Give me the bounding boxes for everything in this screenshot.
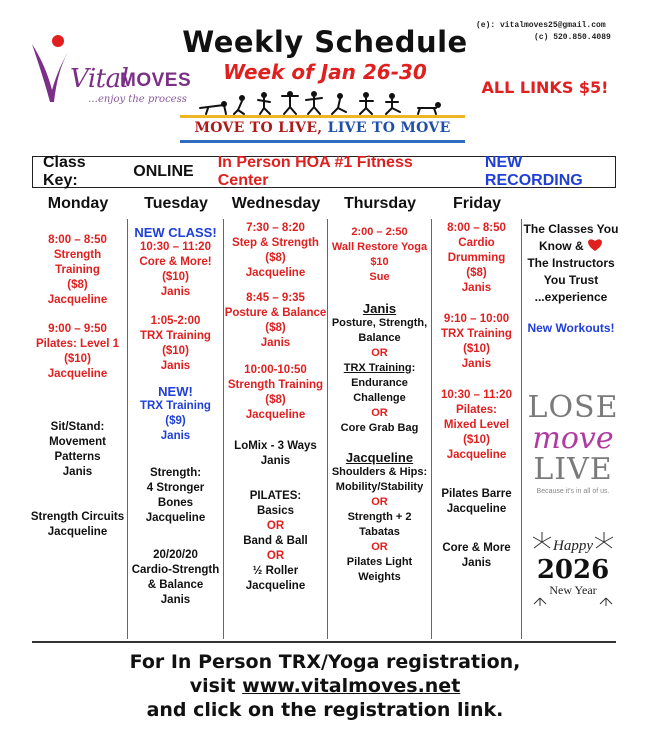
class-entry [328, 225, 431, 285]
day-header-tuesday: Tuesday [144, 195, 208, 212]
slogan-part2: LIVE TO MOVE [327, 120, 451, 136]
vitalmoves-logo [28, 30, 193, 110]
class-instructor: Janis [160, 430, 191, 442]
class-name: 20/20/20 [153, 549, 198, 561]
class-price: ($10) [463, 343, 490, 355]
or-separator: OR [371, 496, 388, 508]
class-name: Shoulders & Hips: [331, 466, 428, 478]
class-name: Pilates: [456, 404, 497, 416]
class-name: Drumming [447, 252, 506, 264]
new-badge: NEW! [158, 384, 193, 399]
class-entry [28, 322, 127, 382]
class-name: Core & More [442, 542, 511, 554]
class-price: $10 [370, 256, 389, 268]
or-separator: OR [266, 520, 285, 532]
class-name: Patterns [54, 451, 101, 463]
class-instructor: Janis [461, 557, 492, 569]
class-name: LoMix - 3 Ways [234, 440, 317, 452]
class-name: TRX Training [140, 330, 211, 342]
sidebar-line: The Instructors [527, 256, 615, 270]
banner-slogan [180, 120, 465, 136]
class-instructor: Jacqueline [47, 294, 108, 306]
class-price: ($10) [162, 271, 189, 283]
sidebar-line: ...experience [534, 290, 608, 304]
logo-brand-moves: MOVES [120, 70, 192, 91]
sidebar-line: You Trust [543, 273, 599, 287]
class-time: 1:05-2:00 [150, 315, 201, 327]
class-name: 4 Stronger Bones [146, 482, 205, 509]
move-to-live-banner [180, 88, 465, 150]
class-price: ($10) [463, 434, 490, 446]
schedule-bottom-divider [32, 641, 616, 643]
class-entry [432, 541, 521, 571]
class-name: Mixed Level [443, 419, 510, 431]
class-key-in-person: In Person HOA #1 Fitness Center [217, 154, 413, 189]
class-name: Movement [49, 436, 106, 448]
class-time: 8:00 – 8:50 [447, 222, 506, 234]
lml-move: move [532, 421, 614, 456]
class-name: ½ Roller [252, 565, 299, 577]
class-name: TRX Training [441, 328, 512, 340]
class-entry [224, 363, 327, 423]
class-name: Strength Training [227, 379, 324, 391]
class-name: Balance [358, 332, 401, 344]
class-name: Tabatas [359, 526, 400, 538]
class-key-new-recording: NEW RECORDING [484, 154, 583, 189]
monday-column [28, 219, 127, 637]
sidebar-line: The Classes You [523, 222, 619, 236]
wednesday-column [224, 219, 327, 637]
class-entry [224, 291, 327, 351]
class-time: 8:45 – 9:35 [246, 292, 305, 304]
class-entry [224, 489, 327, 594]
class-entry [128, 466, 223, 526]
class-entry [432, 312, 521, 372]
class-instructor: Jacqueline [47, 368, 108, 380]
class-entry [128, 548, 223, 608]
thursday-column [328, 219, 431, 637]
day-header-friday: Friday [452, 195, 501, 212]
footer-line1: For In Person TRX/Yoga registration, [129, 651, 521, 673]
ny-year: 2026 [536, 555, 610, 585]
class-name: Strength Circuits [30, 511, 125, 523]
class-name: Challenge [353, 392, 406, 404]
day-header-thursday: Thursday [343, 195, 416, 212]
class-instructor: Jacqueline [245, 580, 306, 592]
class-price: ($10) [64, 353, 91, 365]
class-entry [128, 384, 223, 444]
lml-lose: LOSE [527, 390, 619, 425]
tuesday-column [128, 219, 223, 637]
class-instructor: Sue [369, 271, 390, 283]
day-header-wednesday: Wednesday [231, 195, 321, 212]
class-entry [224, 221, 327, 281]
class-entry [28, 233, 127, 308]
class-name: Pilates: Level 1 [35, 338, 120, 350]
or-separator: OR [371, 407, 388, 419]
class-name: Band & Ball [243, 535, 308, 547]
class-time: 10:30 – 11:20 [441, 389, 512, 401]
class-name: Strength + 2 [347, 511, 412, 523]
new-workouts-label: New Workouts! [527, 321, 615, 335]
class-name: Strength [53, 249, 102, 261]
slogan-part1: MOVE TO LIVE, [194, 120, 323, 136]
class-name: & Balance [147, 579, 204, 591]
sidebar-line [522, 238, 620, 255]
class-price: ($8) [466, 267, 487, 279]
class-key [32, 156, 616, 188]
class-instructor: Janis [62, 466, 93, 478]
class-entry [128, 314, 223, 374]
banner-stripe-bottom [180, 140, 465, 143]
class-name: Strength: [149, 467, 202, 479]
page-subtitle: Week of Jan 26-30 [223, 60, 427, 84]
class-name: Weights [358, 571, 401, 583]
class-entry [28, 420, 127, 480]
or-separator: OR [371, 541, 388, 553]
class-name: Basics [256, 505, 295, 517]
class-name: Posture & Balance [224, 307, 327, 319]
class-entry [328, 450, 431, 585]
logo-tagline: …enjoy the process [88, 94, 187, 105]
class-instructor: Jacqueline [245, 267, 306, 279]
class-price: ($8) [265, 322, 286, 334]
class-name: Training [55, 264, 100, 276]
class-price: ($8) [265, 394, 286, 406]
sidebar-line-text: Know & [538, 239, 584, 253]
banner-stripe-top [180, 115, 465, 118]
class-instructor: Janis [260, 455, 291, 467]
logo-figure-icon [28, 32, 72, 110]
contact-phone: (c) 520.850.4089 [534, 33, 611, 42]
class-name: Sit/Stand: [50, 421, 105, 433]
class-name: Pilates Barre [441, 488, 512, 500]
class-instructor: Jacqueline [446, 503, 507, 515]
class-price: ($9) [165, 415, 186, 427]
class-instructor: Jacqueline [145, 512, 206, 524]
class-name: Pilates Light [346, 556, 413, 568]
or-separator: OR [371, 347, 388, 359]
class-instructor: Janis [160, 286, 191, 298]
website-link[interactable]: www.vitalmoves.net [242, 675, 461, 697]
class-entry [224, 439, 327, 469]
class-time: 7:30 – 8:20 [246, 222, 305, 234]
class-time: 8:00 – 8:50 [48, 234, 107, 246]
class-key-label: Class Key: [43, 154, 86, 189]
class-name: Step & Strength [232, 237, 319, 249]
exercise-figures-icon [180, 88, 465, 116]
class-name: Core Grab Bag [340, 422, 419, 434]
class-instructor: Janis [362, 301, 397, 316]
class-instructor: Janis [461, 358, 492, 370]
fireworks-icon [530, 528, 616, 608]
class-entry [328, 301, 431, 436]
class-instructor: Jacqueline [47, 526, 108, 538]
footer-visit: visit [189, 675, 236, 697]
class-name: Core & More! [139, 256, 212, 268]
day-header-monday: Monday [47, 195, 109, 212]
class-name: Endurance [351, 377, 408, 389]
trx-colon: : [411, 362, 416, 374]
class-time: 10:00-10:50 [244, 364, 307, 376]
class-name: Mobility/Stability [335, 481, 424, 493]
heart-icon [587, 238, 603, 252]
class-name: Wall Restore Yoga [331, 241, 428, 253]
ny-happy: Happy [553, 538, 593, 554]
class-entry [432, 388, 521, 463]
contact-email: (e): vitalmoves25@gmail.com [476, 21, 606, 30]
class-name: Posture, Strength, [331, 317, 428, 329]
friday-column [432, 219, 521, 637]
footer-line3: and click on the registration link. [146, 699, 504, 721]
lml-tagline: Because it's in all of us. [536, 488, 610, 495]
class-price: ($8) [67, 279, 88, 291]
logo-brand-vital: Vital [70, 64, 129, 94]
class-instructor: Jacqueline [345, 450, 414, 465]
class-name: Cardio [458, 237, 495, 249]
lml-live: LIVE [533, 452, 613, 487]
class-name [328, 361, 431, 376]
class-instructor: Janis [260, 337, 291, 349]
class-name: TRX Training [140, 400, 211, 412]
class-time: 10:30 – 11:20 [140, 241, 211, 253]
class-time: 9:00 – 9:50 [48, 323, 107, 335]
happy-new-year-graphic [530, 528, 616, 608]
class-entry [432, 221, 521, 296]
registration-footer [0, 650, 650, 722]
class-price: ($8) [265, 252, 286, 264]
new-class-badge: NEW CLASS! [134, 225, 217, 240]
class-instructor: Janis [160, 360, 191, 372]
class-time: 2:00 – 2:50 [351, 226, 408, 238]
sidebar-tagline [522, 221, 620, 306]
trx-label: TRX Training [343, 362, 412, 374]
class-price: ($10) [162, 345, 189, 357]
all-links-price: ALL LINKS $5! [481, 78, 609, 97]
class-instructor: Jacqueline [245, 409, 306, 421]
or-separator: OR [266, 550, 285, 562]
class-instructor: Janis [160, 594, 191, 606]
class-instructor: Janis [461, 282, 492, 294]
class-entry [28, 510, 127, 540]
ny-newyear: New Year [549, 583, 597, 597]
class-name: PILATES: [249, 490, 302, 502]
page-title: Weekly Schedule [182, 25, 468, 59]
class-key-online: ONLINE [133, 163, 194, 180]
class-time: 9:10 – 10:00 [443, 313, 510, 325]
class-name: Cardio-Strength [131, 564, 220, 576]
class-entry [432, 487, 521, 517]
class-instructor: Jacqueline [446, 449, 507, 461]
class-entry [128, 240, 223, 300]
footer-line2 [0, 674, 650, 698]
lose-move-live-graphic [526, 392, 620, 495]
contact-info [476, 20, 641, 44]
